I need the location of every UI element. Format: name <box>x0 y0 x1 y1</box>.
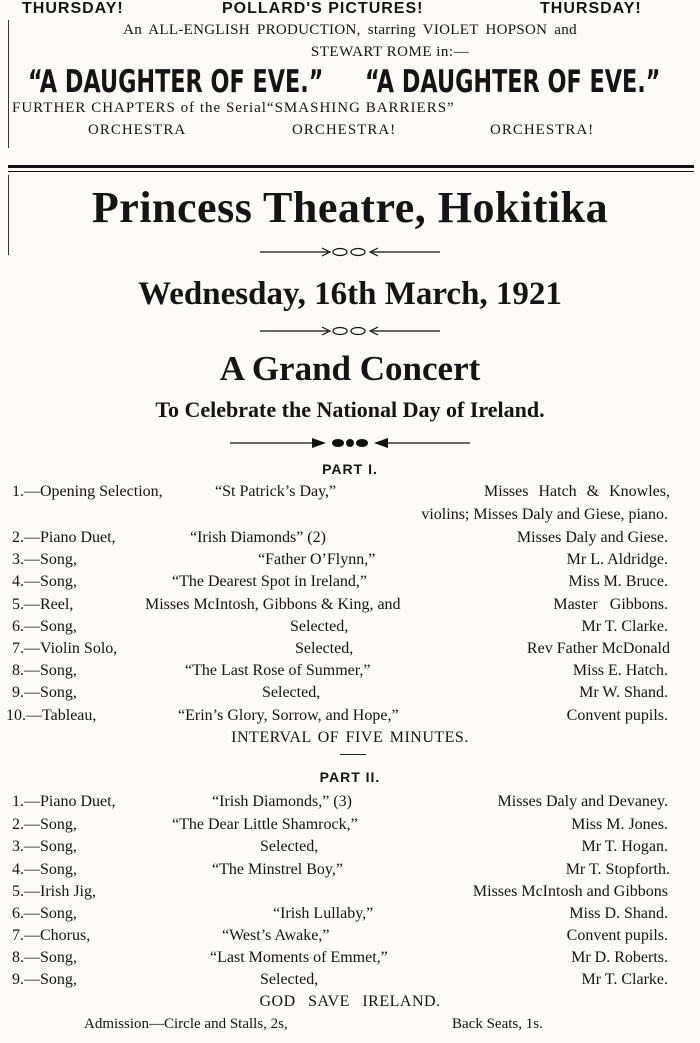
item-title: Selected, <box>290 618 349 635</box>
item-number: 1.—Piano Duet, <box>12 793 116 810</box>
item-number: 6.—Song, <box>12 905 77 922</box>
item-performer: Misses Daly and Giese. <box>516 529 668 546</box>
programme-row <box>0 793 700 815</box>
ad-serial-line: FURTHER CHAPTERS of the Serial“SMASHING BARRIERS” <box>12 100 455 116</box>
item-title: “St Patrick’s Day,” <box>215 483 337 500</box>
item-title: “The Last Rose of Summer,” <box>185 662 371 679</box>
item-number: 7.—Chorus, <box>12 927 91 944</box>
item-title: “West’s Awake,” <box>222 927 330 944</box>
item-performer: Mr T. Clarke. <box>581 618 668 635</box>
item-number: 5.—Reel, <box>12 596 74 613</box>
closing-anthem: GOD SAVE IRELAND. <box>259 993 441 1010</box>
item-number: 1.—Opening Selection, <box>12 483 163 500</box>
item-number: 9.—Song, <box>12 971 77 988</box>
item-title: “Erin’s Glory, Sorrow, and Hope,” <box>178 707 399 724</box>
item-performer: Miss E. Hatch. <box>572 662 668 679</box>
ornament-icon <box>230 435 470 451</box>
item-title: Selected, <box>260 838 319 855</box>
item-number: 3.—Song, <box>12 551 77 568</box>
programme-row-continued <box>0 506 700 528</box>
programme-row <box>0 529 700 551</box>
programme-row <box>0 662 700 684</box>
programme-row <box>0 707 700 729</box>
programme-row <box>0 596 700 618</box>
programme-row <box>0 618 700 640</box>
item-title: “Last Moments of Emmet,” <box>210 949 388 966</box>
item-title: Selected, <box>295 640 354 657</box>
venue-heading: Princess Theatre, Hokitika <box>91 183 609 232</box>
item-title: “The Dear Little Shamrock,” <box>172 816 358 833</box>
item-performer: Mr T. Hogan. <box>581 838 668 855</box>
item-number: 4.—Song, <box>12 573 77 590</box>
item-number: 8.—Song, <box>12 662 77 679</box>
ad-day-left: THURSDAY! <box>22 0 124 17</box>
item-performer: Mr T. Stopforth. <box>565 861 670 878</box>
programme-row <box>0 640 700 662</box>
ornament-divider-3 <box>0 435 700 456</box>
part-one-heading: PART I. <box>322 461 378 477</box>
programme-row <box>0 949 700 971</box>
item-performer: Convent pupils. <box>566 927 668 944</box>
item-number: 4.—Song, <box>12 861 77 878</box>
column-rule-left <box>8 20 9 148</box>
ad-day-right: THURSDAY! <box>540 0 642 17</box>
item-number: 5.—Irish Jig, <box>12 883 96 900</box>
item-number: 10.—Tableau, <box>6 707 97 724</box>
ad-orchestra-1: ORCHESTRA <box>88 122 187 138</box>
concert-date: Wednesday, 16th March, 1921 <box>138 276 562 312</box>
item-title: “The Minstrel Boy,” <box>212 861 343 878</box>
ornament-icon <box>260 323 440 339</box>
item-title: “Irish Lullaby,” <box>273 905 374 922</box>
ad-orchestra-3: ORCHESTRA! <box>490 122 595 138</box>
item-performer: Mr L. Aldridge. <box>566 551 668 568</box>
part-two-heading: PART II. <box>319 769 381 785</box>
item-title: Selected, <box>262 684 321 701</box>
item-performer-continued: violins; Misses Daly and Giese, piano. <box>421 506 668 523</box>
ad-stars-line: STEWART ROME in:— <box>310 44 470 60</box>
ornament-icon <box>260 244 440 260</box>
item-performer: Misses Hatch & Knowles, <box>484 483 670 500</box>
item-title: “Irish Diamonds” (2) <box>190 529 326 546</box>
programme-row <box>0 483 700 505</box>
item-title: Misses McIntosh, Gibbons & King, and <box>145 596 401 613</box>
programme-row <box>0 551 700 573</box>
programme-row <box>0 861 700 883</box>
ad-pictures-heading: POLLARD'S PICTURES! <box>222 0 424 17</box>
item-performer: Miss M. Jones. <box>571 816 668 833</box>
item-title: Selected, <box>260 971 319 988</box>
admission-circle-stalls: Admission—Circle and Stalls, 2s, <box>84 1016 288 1032</box>
programme-row <box>0 573 700 595</box>
programme-row <box>0 838 700 860</box>
item-title: “Irish Diamonds,” (3) <box>212 793 352 810</box>
item-number: 2.—Piano Duet, <box>12 529 116 546</box>
programme-row <box>0 816 700 838</box>
item-number: 8.—Song, <box>12 949 77 966</box>
ad-orchestra-2: ORCHESTRA! <box>292 122 397 138</box>
programme-row <box>0 684 700 706</box>
programme-row <box>0 905 700 927</box>
admission-back-seats: Back Seats, 1s. <box>452 1016 543 1032</box>
ad-film-title-a: “A DAUGHTER OF EVE.” <box>28 64 324 100</box>
item-number: 6.—Song, <box>12 618 77 635</box>
item-number: 9.—Song, <box>12 684 77 701</box>
concert-subtitle: To Celebrate the National Day of Ireland. <box>155 397 545 422</box>
item-title: “Father O’Flynn,” <box>258 551 376 568</box>
item-performer: Miss M. Bruce. <box>568 573 668 590</box>
ornament-divider-1 <box>0 244 700 265</box>
item-title: “The Dearest Spot in Ireland,” <box>172 573 368 590</box>
programme-row <box>0 927 700 949</box>
item-performer: Mr T. Clarke. <box>581 971 668 988</box>
item-number: 2.—Song, <box>12 816 77 833</box>
programme-row <box>0 883 700 905</box>
item-performer: Mr W. Shand. <box>579 684 668 701</box>
ornament-divider-2 <box>0 323 700 344</box>
item-performer: Miss D. Shand. <box>569 905 668 922</box>
double-rule-bottom <box>8 171 694 172</box>
ad-film-title-b: “A DAUGHTER OF EVE.” <box>365 64 661 100</box>
item-performer: Master Gibbons. <box>553 596 668 613</box>
item-number: 7.—Violin Solo, <box>12 640 118 657</box>
item-performer: Convent pupils. <box>566 707 668 724</box>
ad-production-line: An ALL-ENGLISH PRODUCTION, starring VIOLET HOPSON and <box>123 22 577 38</box>
item-performer: Rev Father McDonald <box>526 640 670 657</box>
concert-title: A Grand Concert <box>219 349 481 388</box>
double-rule-top <box>8 165 694 168</box>
item-performer: Mr D. Roberts. <box>571 949 668 966</box>
short-rule <box>340 754 366 755</box>
item-number: 3.—Song, <box>12 838 77 855</box>
interval-notice: INTERVAL OF FIVE MINUTES. <box>231 729 469 746</box>
item-performer: Misses Daly and Devaney. <box>497 793 668 810</box>
item-performer: Misses McIntosh and Gibbons <box>472 883 668 900</box>
programme-row <box>0 971 700 993</box>
